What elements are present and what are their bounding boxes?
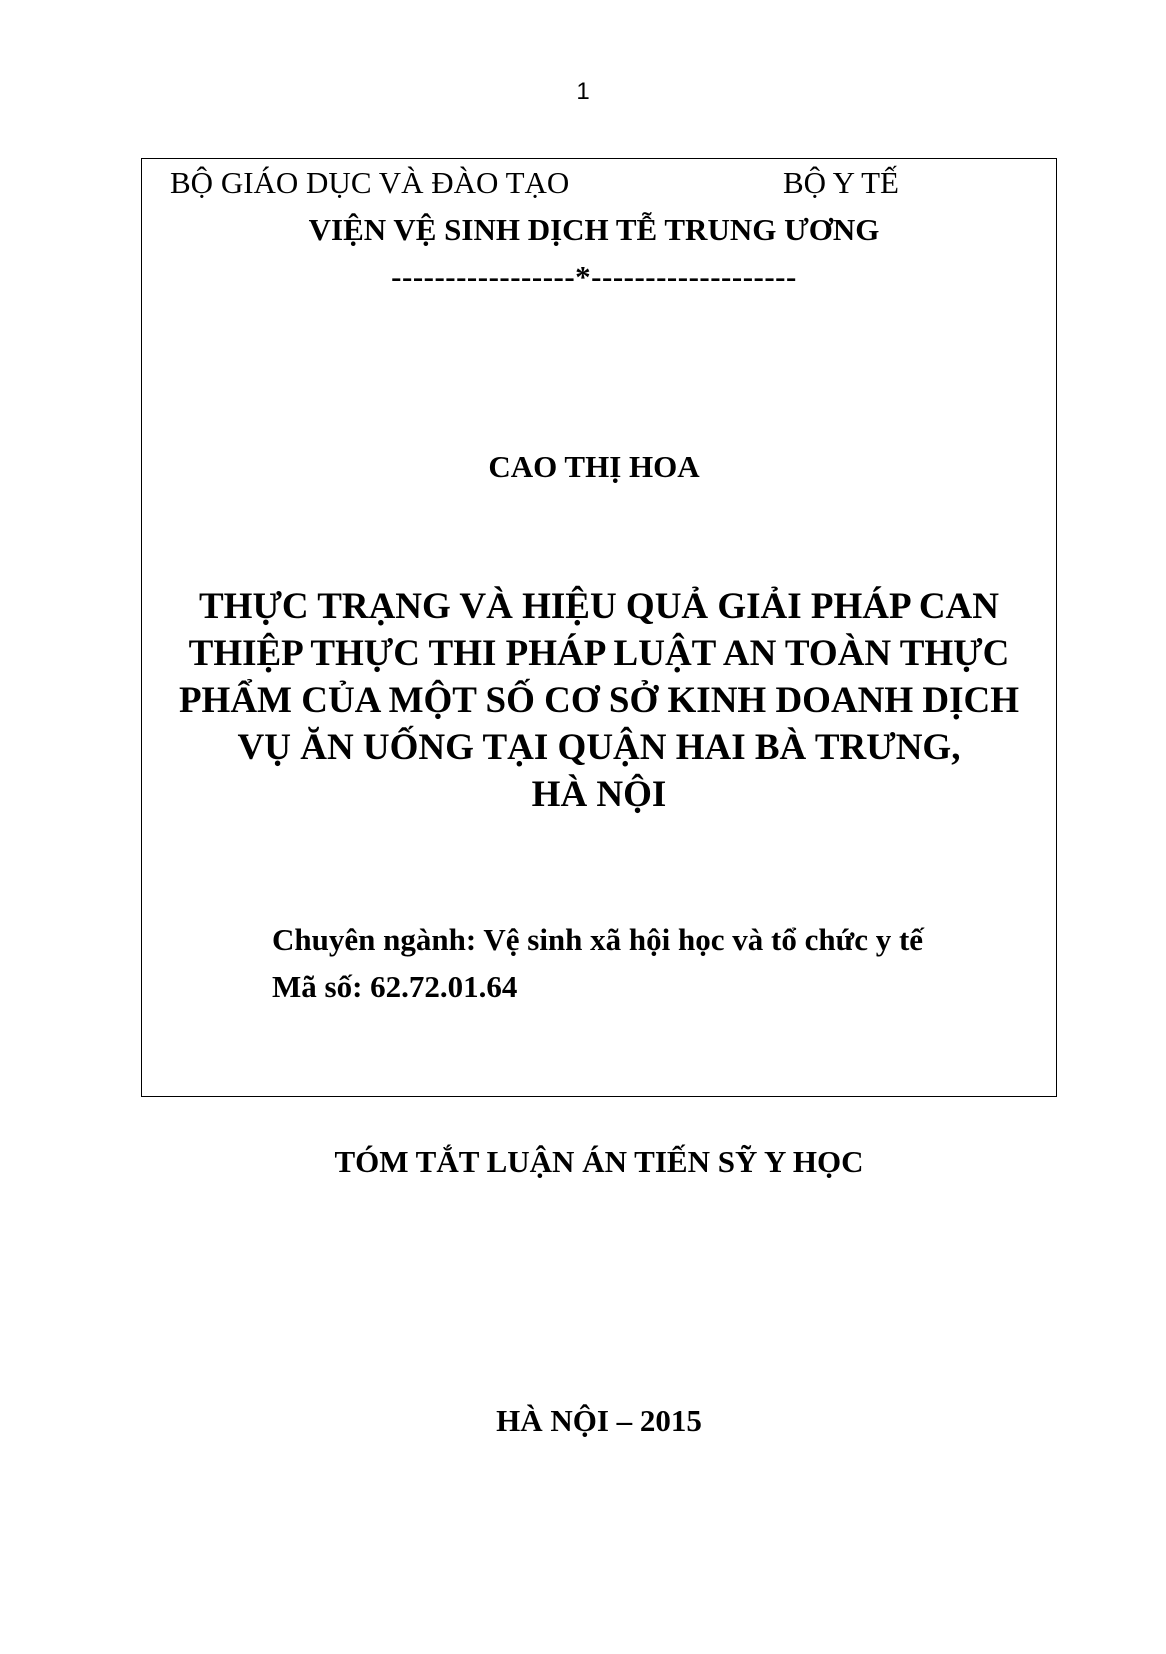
- place-year: HÀ NỘI – 2015: [496, 1403, 702, 1438]
- specialty-block: [272, 916, 923, 1010]
- cover-frame: [141, 158, 1057, 1438]
- page-number: 1: [576, 78, 590, 105]
- ministry-education: BỘ GIÁO DỤC VÀ ĐÀO TẠO: [170, 165, 570, 200]
- document-type: TÓM TẮT LUẬN ÁN TIẾN SỸ Y HỌC: [334, 1144, 864, 1179]
- specialty-field: Chuyên ngành: Vệ sinh xã hội học và tổ chức y tế: [272, 922, 924, 957]
- thesis-title: [142, 583, 1056, 818]
- institute-name: VIỆN VỆ SINH DỊCH TỄ TRUNG ƯƠNG: [308, 212, 880, 247]
- title-line: THỰC TRẠNG VÀ HIỆU QUẢ GIẢI PHÁP CAN: [198, 586, 1000, 627]
- title-line: THIỆP THỰC THI PHÁP LUẬT AN TOÀN THỰC: [188, 633, 1010, 674]
- specialty-code: Mã số: 62.72.01.64: [272, 969, 518, 1004]
- title-line: HÀ NỘI: [531, 774, 667, 815]
- title-line: VỤ ĂN UỐNG TẠI QUẬN HAI BÀ TRƯNG,: [237, 727, 961, 768]
- header-separator: -----------------*-------------------: [391, 259, 797, 294]
- ministry-health: BỘ Y TẾ: [783, 165, 899, 200]
- title-line: PHẨM CỦA MỘT SỐ CƠ SỞ KINH DOANH DỊCH: [178, 680, 1020, 721]
- author-name: CAO THỊ HOA: [488, 449, 700, 484]
